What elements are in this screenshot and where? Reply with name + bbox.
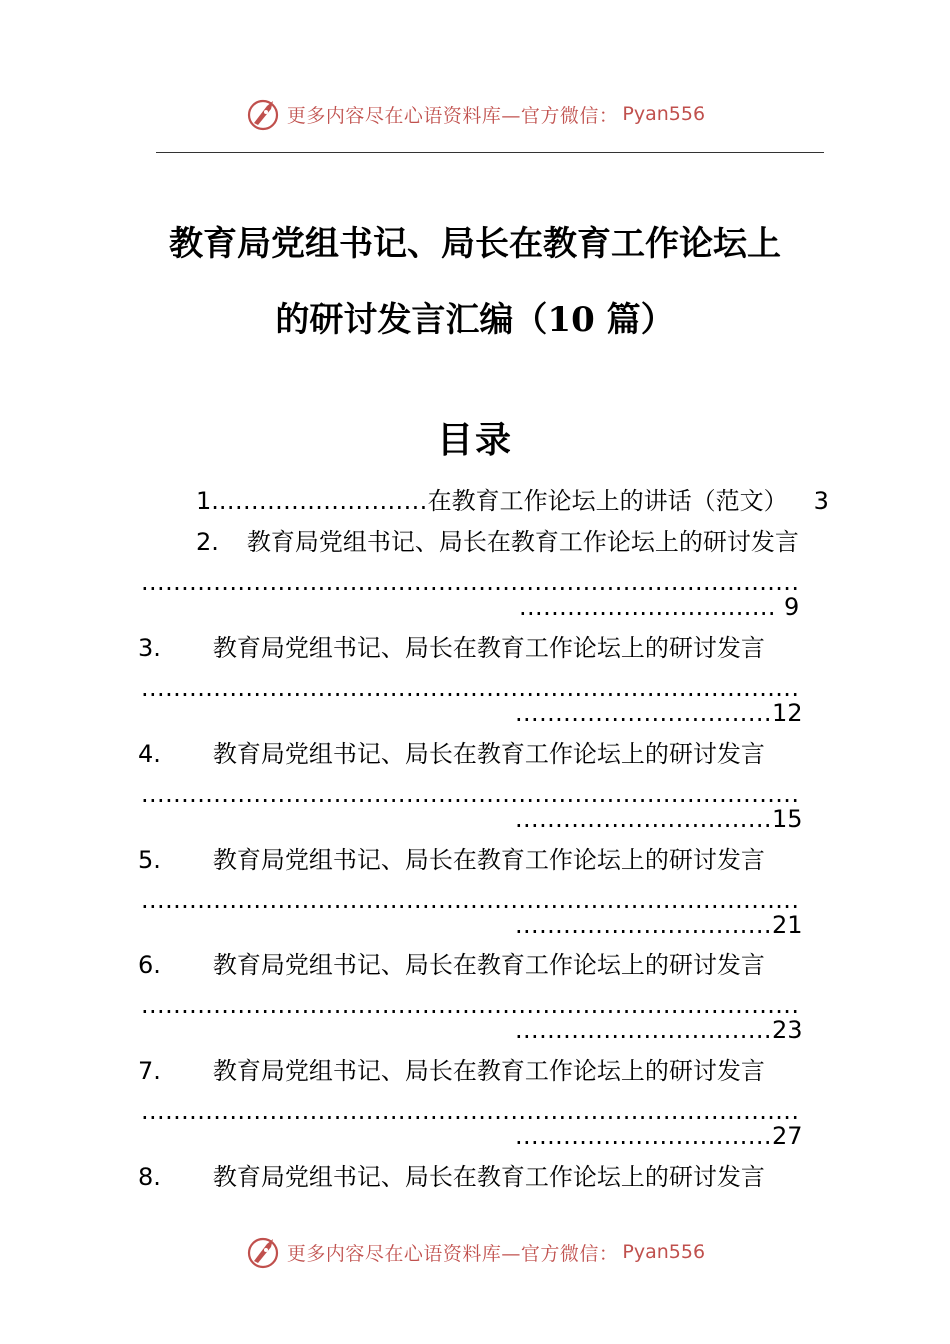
pen-nib-logo-icon xyxy=(245,96,281,132)
toc-entry-4[interactable] xyxy=(138,739,818,769)
toc-entry-title: 教育局党组书记、局长在教育工作论坛上的研讨发言 xyxy=(212,1057,765,1085)
toc-entry-6-page-line xyxy=(515,1015,810,1045)
toc-leader-dots: ................................ xyxy=(519,593,776,621)
document-title-line-1: 教育局党组书记、局长在教育工作论坛上 xyxy=(169,224,781,264)
toc-entry-number: 6. xyxy=(138,951,161,979)
banner-text: 更多内容尽在心语资料库—官方微信： xyxy=(286,104,619,127)
toc-entry-title: 教育局党组书记、局长在教育工作论坛上的研讨发言 xyxy=(212,846,765,874)
toc-entry-5-page-line xyxy=(515,910,810,940)
banner-contact: Pyan556 xyxy=(622,1241,706,1263)
footer-banner xyxy=(0,1232,950,1272)
header-divider xyxy=(156,152,824,153)
banner-contact: Pyan556 xyxy=(622,103,706,125)
toc-entry-number: 3. xyxy=(138,634,161,662)
toc-entry-title: 教育局党组书记、局长在教育工作论坛上的研讨发言 xyxy=(246,528,799,556)
toc-entry-3-page-line xyxy=(515,698,810,728)
banner-text: 更多内容尽在心语资料库—官方微信： xyxy=(286,1242,619,1265)
pen-nib-logo-icon xyxy=(245,1234,281,1270)
toc-entry-title: 教育局党组书记、局长在教育工作论坛上的研讨发言 xyxy=(212,951,765,979)
toc-entry-page: 27 xyxy=(771,1122,803,1150)
toc-entry-7-page-line xyxy=(515,1121,810,1151)
toc-leader-dots: ................................ xyxy=(515,1016,772,1044)
document-title-line-2: 的研讨发言汇编（10 篇） xyxy=(275,300,675,340)
toc-leader-dots: .................................................................................. xyxy=(141,886,800,914)
toc-entry-page: 23 xyxy=(771,1016,803,1044)
toc-entry-3[interactable] xyxy=(138,633,818,663)
toc-entry-page: 21 xyxy=(771,911,803,939)
toc-leader-dots: ................................ xyxy=(515,911,772,939)
toc-leader-dots: .................................................................................. xyxy=(141,780,800,808)
toc-entry-page: 15 xyxy=(771,805,803,833)
toc-entry-6[interactable] xyxy=(138,950,818,980)
toc-leader-dots: .................................................................................. xyxy=(141,674,800,702)
toc-entry-4-page-line xyxy=(515,804,810,834)
toc-entry-number: 7. xyxy=(138,1057,161,1085)
toc-entry-page: 3 xyxy=(813,487,829,515)
toc-entry-page: 9 xyxy=(783,593,800,621)
toc-leader-dots: .................................................................................. xyxy=(141,1097,800,1125)
toc-leader-dots: .......................... xyxy=(218,487,428,515)
toc-entry-7[interactable] xyxy=(138,1056,818,1086)
toc-entry-title: 教育局党组书记、局长在教育工作论坛上的研讨发言 xyxy=(212,740,765,768)
toc-leader-dots: ................................ xyxy=(515,699,772,727)
toc-leader-dots: ................................ xyxy=(515,805,772,833)
toc-entry-number: 4. xyxy=(138,740,161,768)
toc-entry-2-page-line xyxy=(519,592,809,622)
toc-entry-5[interactable] xyxy=(138,845,818,875)
toc-heading: 目录 xyxy=(436,419,513,461)
toc-entry-title: 教育局党组书记、局长在教育工作论坛上的研讨发言 xyxy=(212,634,765,662)
toc-leader-dots: ................................ xyxy=(515,1122,772,1150)
toc-leader-dots: .................................................................................. xyxy=(141,991,800,1019)
header-banner xyxy=(0,94,950,134)
toc-entry-number: 1. xyxy=(196,487,219,515)
toc-entry-1[interactable] xyxy=(196,486,842,516)
toc-entry-8[interactable] xyxy=(138,1162,818,1192)
toc-entry-number: 2. xyxy=(196,528,219,556)
toc-entry-title: 教育局党组书记、局长在教育工作论坛上的研讨发言 xyxy=(212,1163,765,1191)
toc-leader-dots: .................................................................................. xyxy=(141,568,800,596)
toc-entry-2[interactable] xyxy=(196,527,842,557)
toc-entry-number: 5. xyxy=(138,846,161,874)
toc-entry-number: 8. xyxy=(138,1163,161,1191)
toc-entry-page: 12 xyxy=(771,699,803,727)
toc-entry-title: 在教育工作论坛上的讲话（范文） xyxy=(427,487,788,515)
